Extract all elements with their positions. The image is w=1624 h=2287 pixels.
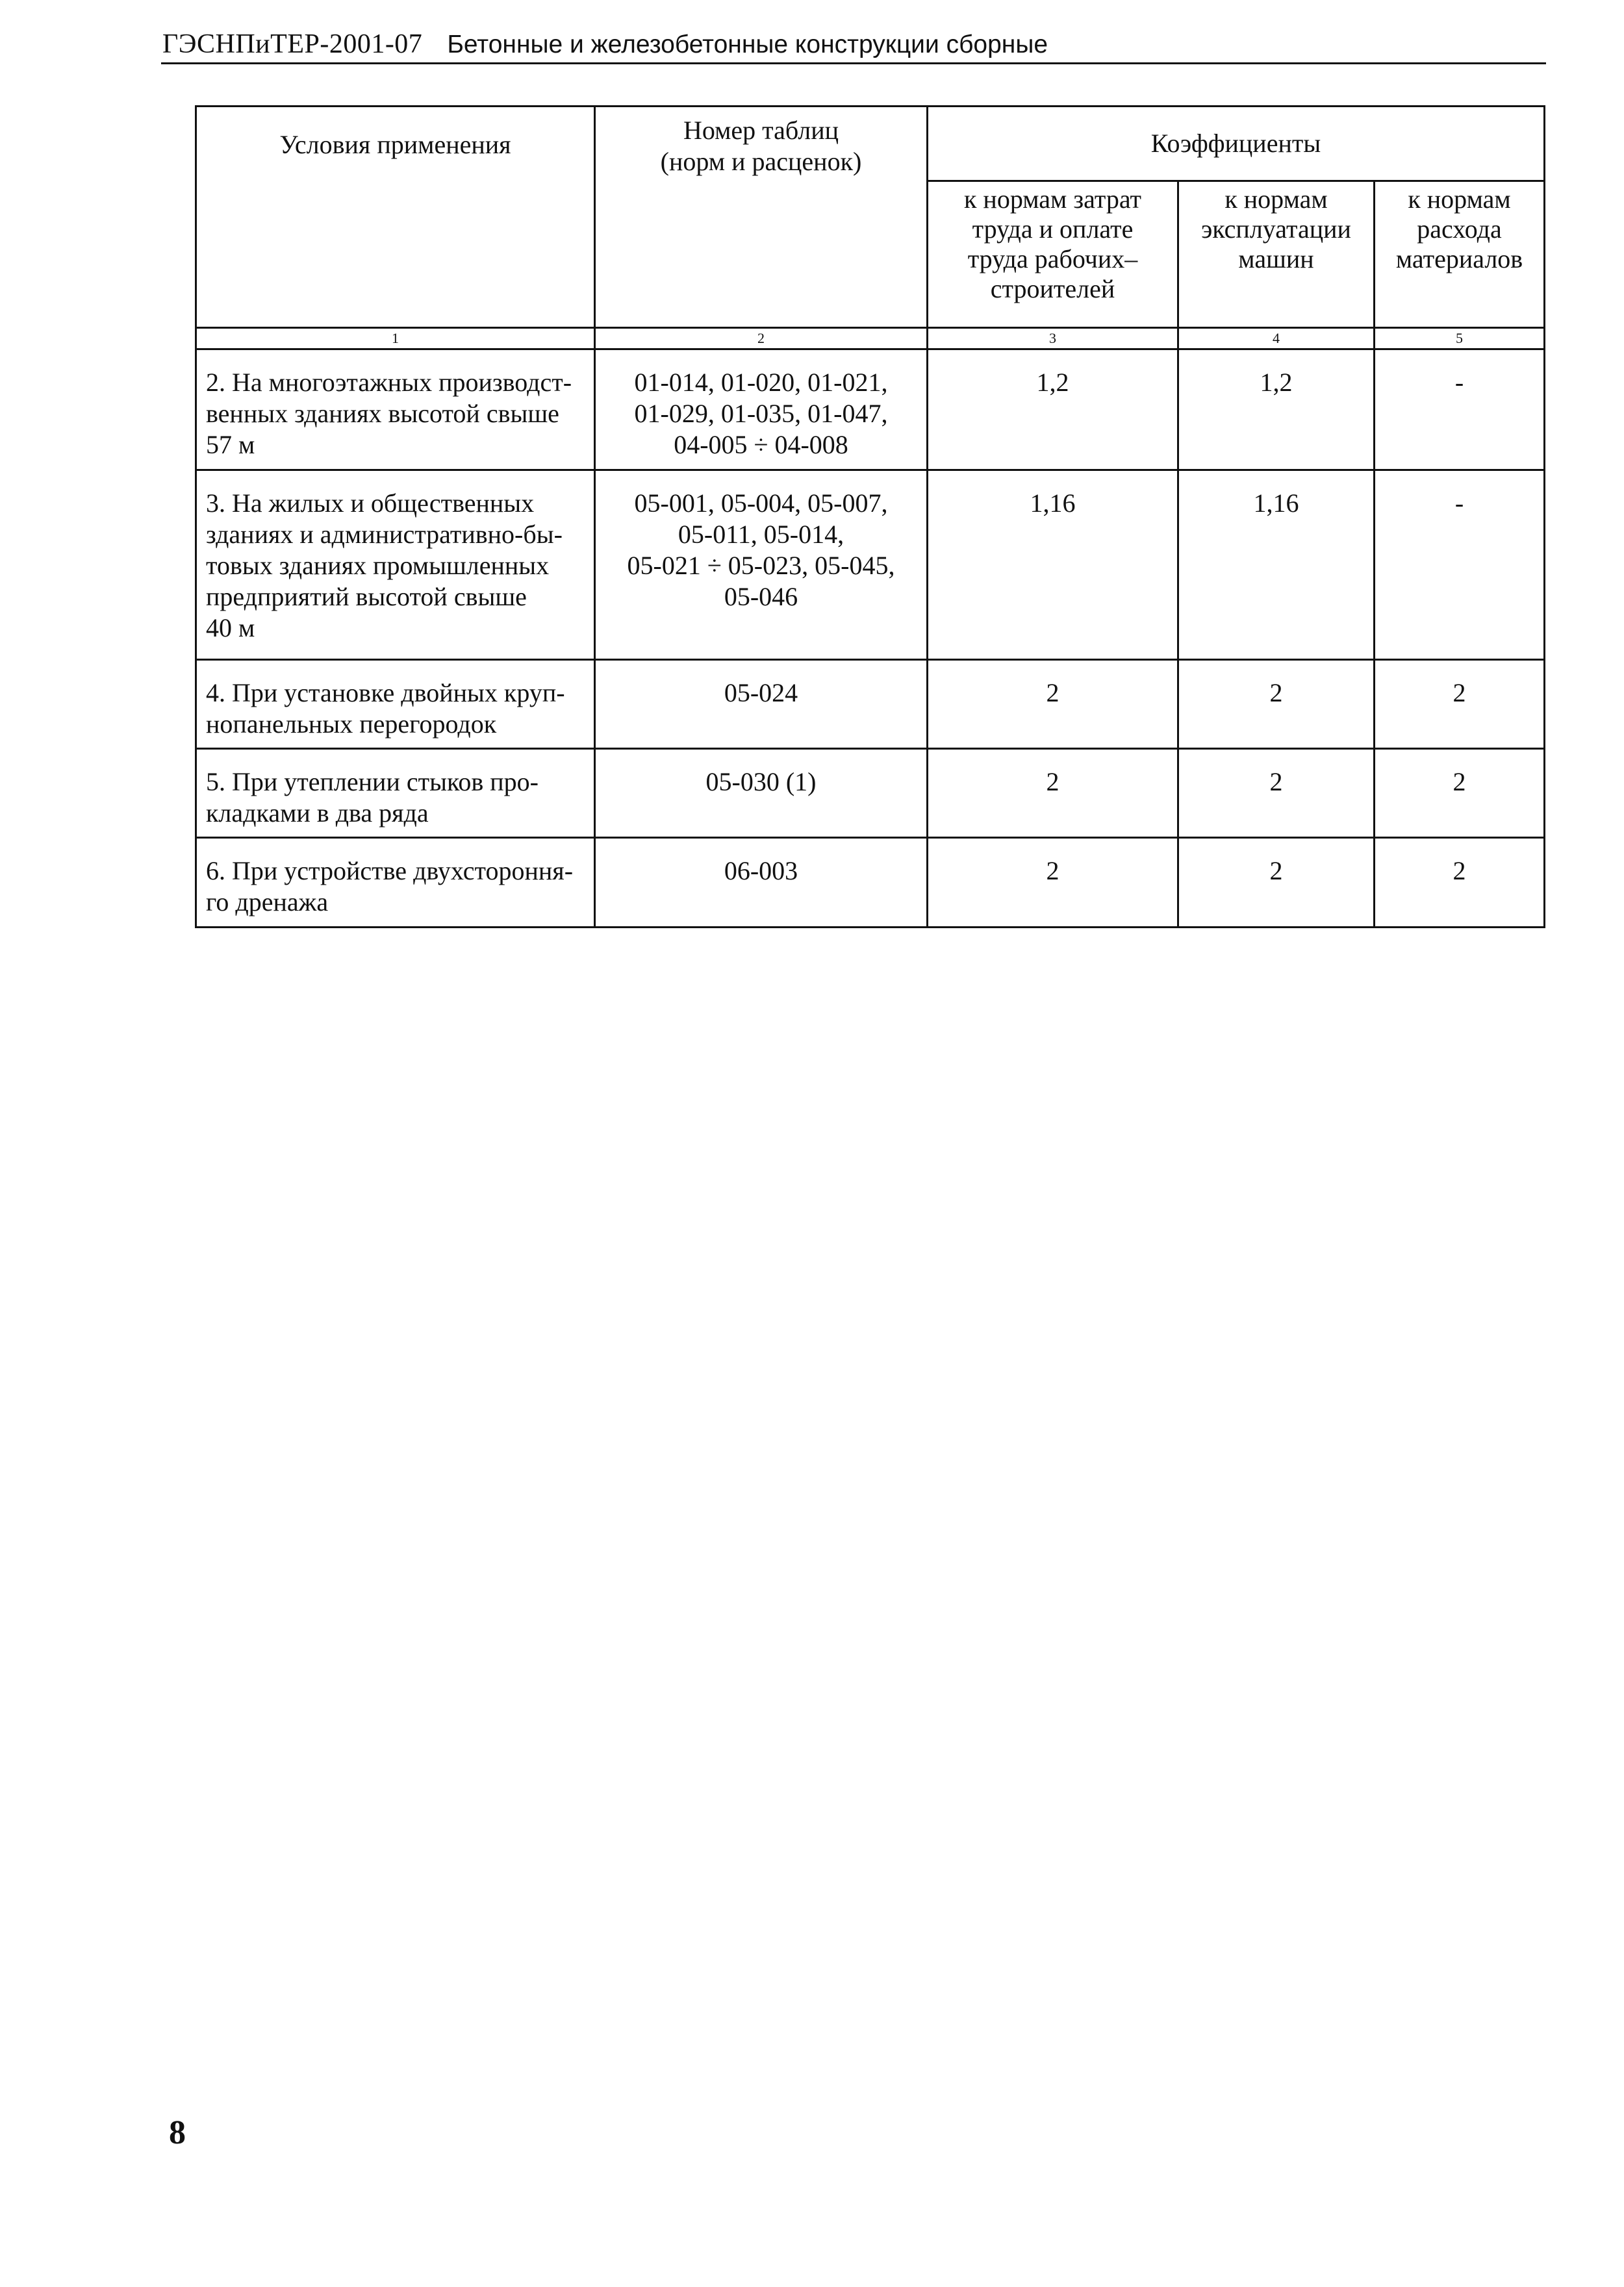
page-number: 8 bbox=[169, 2114, 186, 2151]
labor-coefficient: 1,2 bbox=[928, 349, 1178, 470]
header-line: труда рабочих– bbox=[967, 244, 1138, 273]
labor-coefficient: 2 bbox=[928, 838, 1178, 928]
header-line: материалов bbox=[1395, 244, 1523, 273]
condition-line: венных зданиях высотой свыше bbox=[206, 399, 559, 428]
machines-coefficient: 2 bbox=[1178, 749, 1375, 838]
header-table-numbers bbox=[595, 107, 928, 328]
document-code: ГЭСНПиТЕР-2001-07 bbox=[162, 29, 423, 59]
condition-line: кладками в два ряда bbox=[206, 798, 429, 828]
labor-coefficient: 1,16 bbox=[928, 470, 1178, 660]
header-line: расхода bbox=[1417, 214, 1502, 244]
table-numbers-cell bbox=[595, 349, 928, 470]
condition-line: товых зданиях промышленных bbox=[206, 551, 550, 580]
coefficients-table bbox=[195, 105, 1545, 928]
column-index: 1 bbox=[196, 328, 595, 349]
condition-cell bbox=[196, 749, 595, 838]
materials-coefficient: - bbox=[1375, 470, 1545, 660]
condition-line: 57 м bbox=[206, 430, 255, 459]
condition-line: го дренажа bbox=[206, 887, 329, 916]
table-row bbox=[196, 749, 1545, 838]
table-numbers-line: 01-029, 01-035, 01-047, bbox=[634, 399, 888, 428]
header-line: к нормам затрат bbox=[963, 184, 1142, 214]
header-conditions: Условия применения bbox=[196, 107, 595, 328]
condition-line: 5. При утеплении стыков про- bbox=[206, 767, 539, 796]
table-numbers-line: 06-003 bbox=[724, 856, 798, 885]
document-title: Бетонные и железобетонные конструкции сборные bbox=[447, 31, 1048, 58]
machines-coefficient: 1,16 bbox=[1178, 470, 1375, 660]
condition-line: предприятий высотой свыше bbox=[206, 582, 527, 611]
condition-cell bbox=[196, 470, 595, 660]
table-numbers-cell bbox=[595, 660, 928, 749]
header-line: труда и оплате bbox=[972, 214, 1134, 244]
header-line: строителей bbox=[990, 273, 1115, 303]
condition-line: 6. При устройстве двухстороння- bbox=[206, 856, 574, 885]
header-materials bbox=[1375, 181, 1545, 327]
header-line: к нормам bbox=[1408, 184, 1511, 214]
table-numbers-cell bbox=[595, 749, 928, 838]
machines-coefficient: 1,2 bbox=[1178, 349, 1375, 470]
condition-line: зданиях и административно-бы- bbox=[206, 520, 563, 549]
materials-coefficient: 2 bbox=[1375, 660, 1545, 749]
condition-line: 2. На многоэтажных производст- bbox=[206, 368, 572, 397]
table-row bbox=[196, 838, 1545, 928]
condition-cell bbox=[196, 660, 595, 749]
running-header bbox=[162, 27, 1546, 61]
header-line: Номер таблиц bbox=[683, 116, 839, 145]
header-rule bbox=[161, 62, 1546, 64]
table-numbers-line: 05-024 bbox=[724, 678, 798, 707]
table-row bbox=[196, 660, 1545, 749]
table-numbers-line: 01-014, 01-020, 01-021, bbox=[634, 368, 888, 397]
column-index: 5 bbox=[1375, 328, 1545, 349]
condition-line: 4. При установке двойных круп- bbox=[206, 678, 565, 707]
table-numbers-line: 05-046 bbox=[724, 582, 798, 611]
column-index: 2 bbox=[595, 328, 928, 349]
header-line: к нормам bbox=[1224, 184, 1328, 214]
column-index: 4 bbox=[1178, 328, 1375, 349]
header-machines bbox=[1178, 181, 1375, 327]
table-numbers-cell bbox=[595, 838, 928, 928]
table-numbers-line: 04-005 ÷ 04-008 bbox=[674, 430, 848, 459]
table-row bbox=[196, 349, 1545, 470]
machines-coefficient: 2 bbox=[1178, 838, 1375, 928]
materials-coefficient: 2 bbox=[1375, 838, 1545, 928]
table-numbers-cell bbox=[595, 470, 928, 660]
header-row-1 bbox=[196, 107, 1545, 181]
condition-line: 40 м bbox=[206, 613, 255, 642]
column-index: 3 bbox=[928, 328, 1178, 349]
header-labor bbox=[928, 181, 1178, 327]
materials-coefficient: - bbox=[1375, 349, 1545, 470]
condition-cell bbox=[196, 349, 595, 470]
table-numbers-line: 05-030 (1) bbox=[705, 767, 817, 796]
labor-coefficient: 2 bbox=[928, 749, 1178, 838]
condition-cell bbox=[196, 838, 595, 928]
condition-line: 3. На жилых и общественных bbox=[206, 488, 535, 518]
table-row bbox=[196, 470, 1545, 660]
machines-coefficient: 2 bbox=[1178, 660, 1375, 749]
header-line: (норм и расценок) bbox=[660, 147, 862, 176]
header-line: машин bbox=[1238, 244, 1314, 273]
table-numbers-line: 05-021 ÷ 05-023, 05-045, bbox=[627, 551, 895, 580]
labor-coefficient: 2 bbox=[928, 660, 1178, 749]
column-index-row bbox=[196, 328, 1545, 349]
materials-coefficient: 2 bbox=[1375, 749, 1545, 838]
table-numbers-line: 05-011, 05-014, bbox=[678, 520, 844, 549]
header-coefficients: Коэффициенты bbox=[928, 107, 1545, 181]
header-line: эксплуатации bbox=[1201, 214, 1351, 244]
condition-line: нопанельных перегородок bbox=[206, 709, 497, 739]
table-numbers-line: 05-001, 05-004, 05-007, bbox=[634, 488, 888, 518]
